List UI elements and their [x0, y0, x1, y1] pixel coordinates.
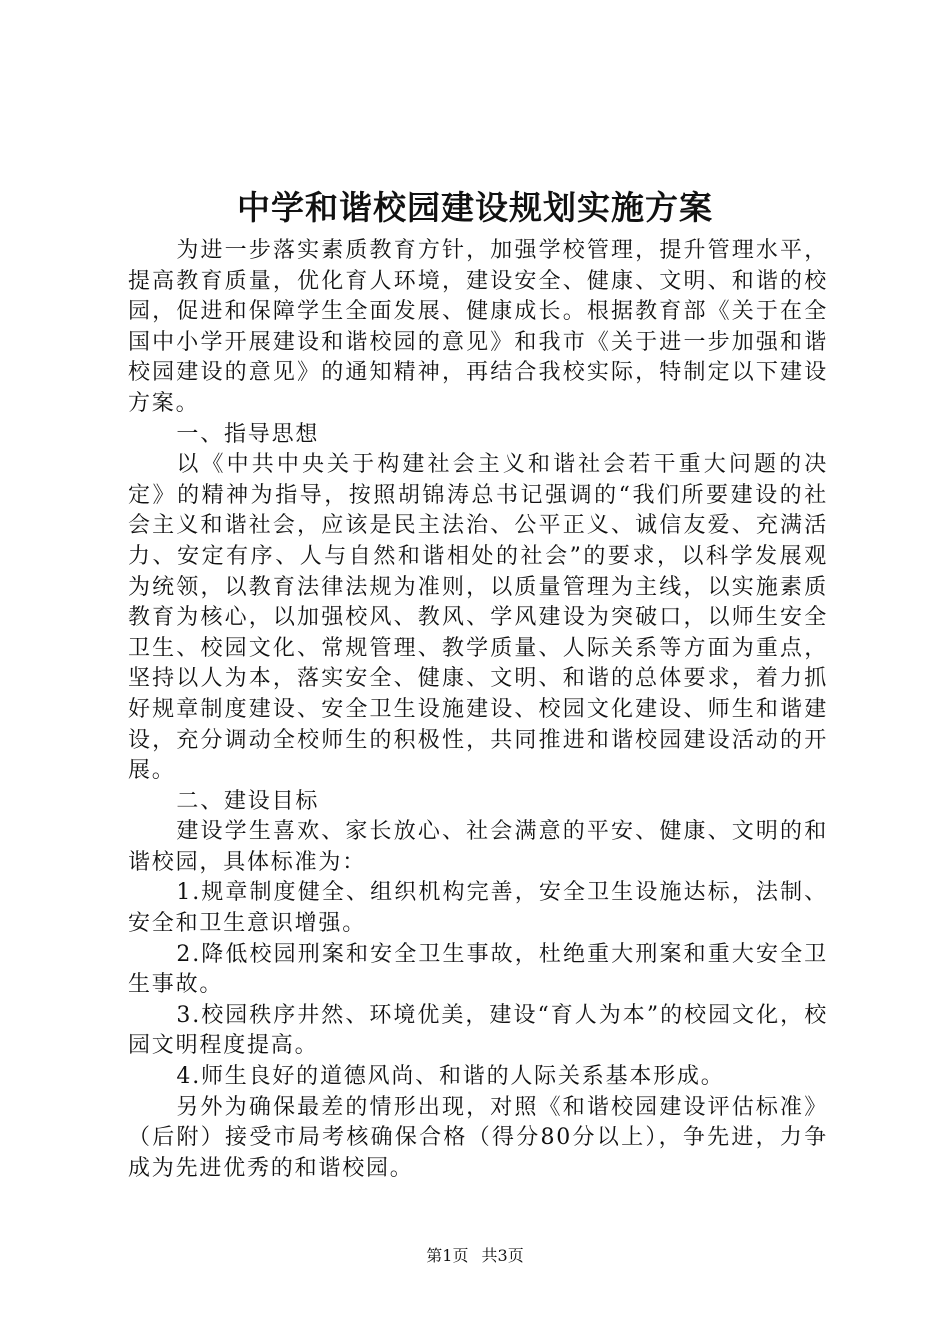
page-total: 共3页	[481, 1246, 524, 1265]
section-heading-construction-goals: 二、建设目标	[176, 788, 320, 814]
section-heading-guiding-ideology: 一、指导思想	[176, 421, 320, 447]
goals-intro-paragraph: 建设学生喜欢、家长放心、社会满意的平安、健康、文明的和谐校园，具体标准为：	[128, 819, 828, 875]
guiding-ideology-paragraph: 以《中共中央关于构建社会主义和谐社会若干重大问题的决定》的精神为指导，按照胡锦涛总书记强调的“我们所要建设的社会主义和谐社会，应该是民主法治、公平正义、诚信友爱、充满活力、安定有序、人与自然和谐相处的社会”的要求，以科学发展观为统领，以教育法律法规为准则，以质量管理为主线，以实施素质教育为核心，以加强校风、教风、学风建设为突破口，以师生安全卫生、校园文化、常规管理、教学质量、人际关系等方面为重点，坚持以人为本，落实安全、健康、文明、和谐的总体要求，着力抓好规章制度建设、安全卫生设施建设、校园文化建设、师生和谐建设，充分调动全校师生的积极性，共同推进和谐校园建设活动的开展。	[128, 452, 828, 784]
document-body	[128, 236, 828, 1184]
additional-goal-paragraph: 另外为确保最差的情形出现，对照《和谐校园建设评估标准》（后附）接受市局考核确保合格（得分80分以上），争先进，力争成为先进优秀的和谐校园。	[128, 1094, 828, 1181]
intro-paragraph: 为进一步落实素质教育方针，加强学校管理，提升管理水平，提高教育质量，优化育人环境，建设安全、健康、文明、和谐的校园，促进和保障学生全面发展、健康成长。根据教育部《关于在全国中小学开展建设和谐校园的意见》和我市《关于进一步加强和谐校园建设的意见》的通知精神，再结合我校实际，特制定以下建设方案。	[128, 238, 828, 416]
goal-item-4: 4.师生良好的道德风尚、和谐的人际关系基本形成。	[176, 1064, 725, 1090]
goal-item-3: 3.校园秩序井然、环境优美，建设“育人为本”的校园文化，校园文明程度提高。	[128, 1002, 828, 1059]
goal-item-1: 1.规章制度健全、组织机构完善，安全卫生设施达标，法制、安全和卫生意识增强。	[128, 880, 828, 937]
goal-item-2: 2.降低校园刑案和安全卫生事故，杜绝重大刑案和重大安全卫生事故。	[128, 941, 828, 998]
document-title: 中学和谐校园建设规划实施方案	[237, 188, 713, 227]
page-footer	[0, 1244, 950, 1268]
page-number: 第1页	[426, 1246, 469, 1265]
